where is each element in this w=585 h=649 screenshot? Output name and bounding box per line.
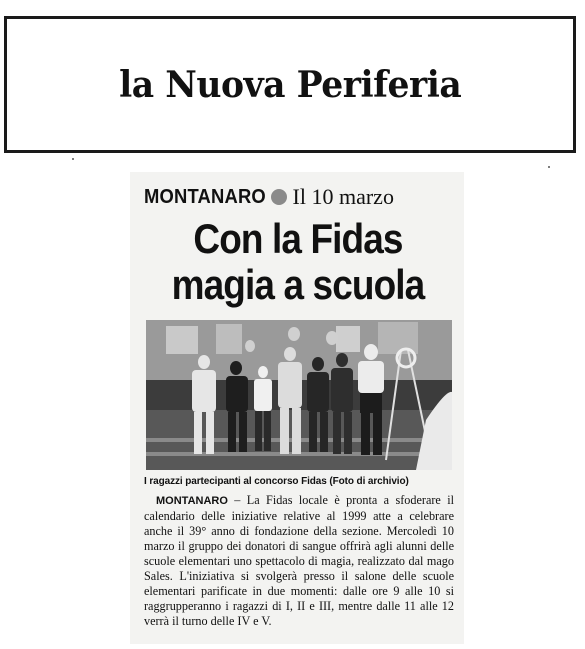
- bullet-dot-icon: [271, 189, 287, 205]
- article-headline: [162, 216, 433, 308]
- body-paragraph: – La Fidas locale è pronta a sfoderare il calendario delle iniziative relative al 1999 atte a celebrare anche il 39° anno di fondazione della sezione. Mercoledì 10 marzo il gruppo dei donatori di sangue offrirà agli alunni delle scuole elementari uno spettacolo di magia, realizzato dal mago Sales. L'iniziativa si svolgerà presso il salone delle scuole elementari parificate in due momenti: dalle ore 9 alle 10 si raggrupperanno i ragazzi di I, II e III, mentre dalle 11 alle 12 verrà il turno delle IV e V.: [144, 493, 454, 628]
- article-clipping: [130, 172, 464, 644]
- kicker-place: MONTANARO: [144, 185, 266, 208]
- body-lead-place: MONTANARO: [156, 495, 228, 507]
- paper-speck: [548, 166, 550, 168]
- kicker-date: Il 10 marzo: [292, 184, 394, 209]
- article-photo: [146, 320, 452, 470]
- newspaper-title: la Nuova Periferia: [118, 63, 462, 106]
- headline-line-1: Con la Fidas: [193, 215, 403, 262]
- article-body: [144, 493, 454, 629]
- masthead-box: [4, 16, 576, 153]
- group-photo-image: [146, 320, 452, 470]
- photo-caption: I ragazzi partecipanti al concorso Fidas (Foto di archivio): [144, 476, 409, 487]
- article-kicker: [144, 182, 452, 212]
- paper-speck: [72, 158, 74, 160]
- headline-line-2: magia a scuola: [171, 261, 425, 308]
